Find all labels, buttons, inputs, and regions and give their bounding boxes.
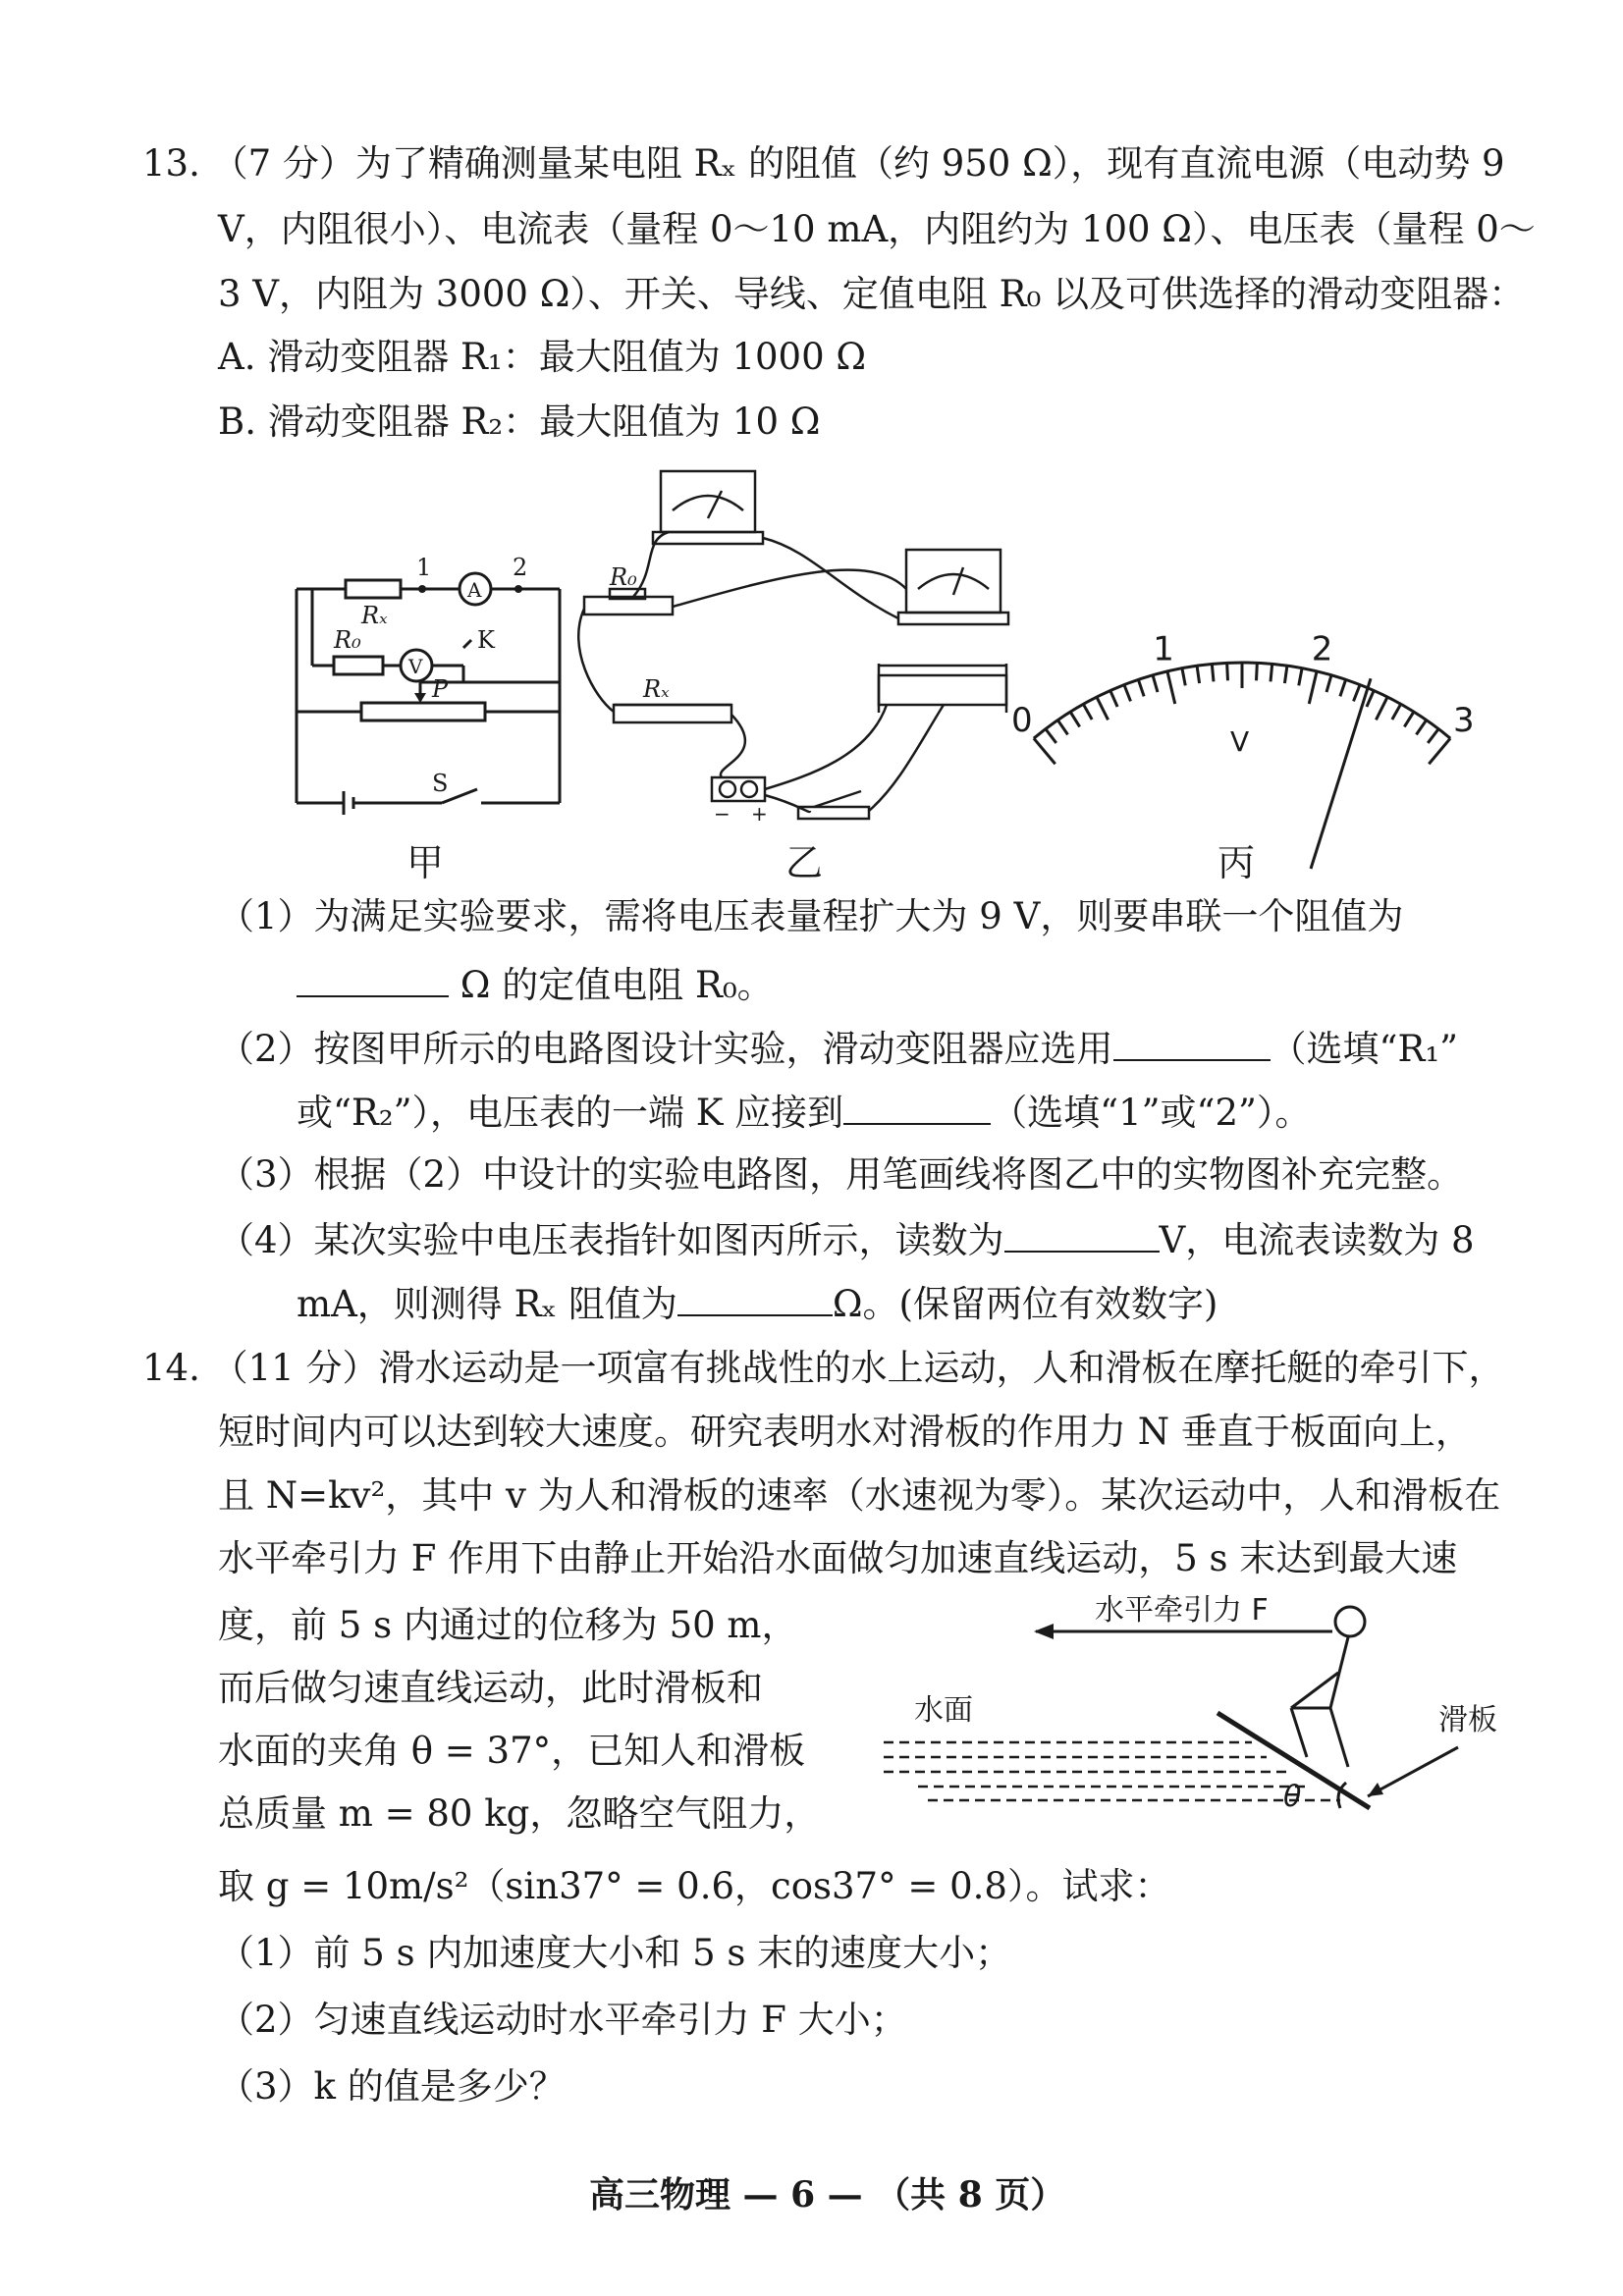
meter-tick-mark bbox=[1257, 663, 1258, 680]
meter-tick-mark bbox=[1110, 691, 1117, 707]
q13-sub3: （3）根据（2）中设计的实验电路图，用笔画线将图乙中的实物图补充完整。 bbox=[218, 1153, 1464, 1196]
water-ski-figure bbox=[879, 1593, 1507, 1826]
meter-tick-mark bbox=[1392, 704, 1401, 720]
answer-blank-voltage[interactable] bbox=[1004, 1217, 1160, 1253]
meter-tick-mark bbox=[1376, 697, 1387, 720]
page-footer: 高三物理 — 6 — （共 8 页） bbox=[589, 2174, 1066, 2216]
meter-tick-mark bbox=[1124, 685, 1131, 702]
q13-sub4-line2: mA，则测得 Rₓ 阻值为 Ω。(保留两位有效数字) bbox=[297, 1283, 1218, 1325]
meter-tick-mark bbox=[1083, 704, 1092, 720]
rx-label: Rₓ bbox=[361, 602, 388, 629]
rheostat-device bbox=[879, 675, 1006, 705]
fig-label-jia: 甲 bbox=[406, 841, 445, 884]
skier-head bbox=[1335, 1607, 1365, 1636]
meter-tick-1: 1 bbox=[1153, 629, 1174, 669]
q14-line5: 度，前 5 s 内通过的位移为 50 m， bbox=[218, 1604, 798, 1646]
meter-tick-mark bbox=[1138, 679, 1144, 696]
meter-tick-mark bbox=[1428, 729, 1438, 743]
q14-line2: 短时间内可以达到较大速度。研究表明水对滑板的作用力 N 垂直于板面向上， bbox=[218, 1411, 1472, 1453]
node-2-label: 2 bbox=[513, 554, 528, 581]
q13-stem-line1: 13. （7 分）为了精确测量某电阻 Rₓ 的阻值（约 950 Ω），现有直流电源（电动势 9 bbox=[142, 142, 1505, 185]
q14-line6: 而后做匀速直线运动，此时滑板和 bbox=[218, 1667, 763, 1709]
apparatus-diagram-yi bbox=[574, 461, 1026, 825]
q14-line9: 取 g = 10m/s²（sin37° = 0.6，cos37° = 0.8）。试求： bbox=[218, 1865, 1171, 1907]
board-label: 滑板 bbox=[1438, 1703, 1497, 1737]
meter-tick-mark bbox=[1070, 712, 1080, 726]
voltmeter-device bbox=[906, 550, 1001, 613]
meter-tick-mark bbox=[1046, 729, 1056, 743]
fig-label-bing: 丙 bbox=[1217, 841, 1256, 884]
meter-tick-mark bbox=[1153, 675, 1158, 692]
theta-label: θ bbox=[1283, 1780, 1302, 1814]
q13-sub1-line1: （1）为满足实验要求，需将电压表量程扩大为 9 V，则要串联一个阻值为 bbox=[218, 895, 1404, 937]
meter-tick-3: 3 bbox=[1452, 700, 1475, 740]
q13-sub2-line2: 或“R₂”），电压表的一端 K 应接到 （选填“1”或“2”）。 bbox=[297, 1092, 1312, 1134]
p-label: P bbox=[432, 675, 449, 703]
q14-line1: 14. （11 分）滑水运动是一项富有挑战性的水上运动，人和滑板在摩托艇的牵引下， bbox=[142, 1347, 1505, 1389]
meter-needle bbox=[1311, 678, 1371, 869]
voltmeter-label: V bbox=[408, 655, 423, 678]
answer-blank-k[interactable] bbox=[843, 1090, 991, 1125]
circuit-diagram-jia bbox=[285, 550, 579, 815]
meter-tick-mark bbox=[1197, 666, 1200, 683]
meter-tick-mark bbox=[1182, 668, 1185, 686]
meter-tick-mark bbox=[1227, 663, 1228, 680]
ammeter-label: A bbox=[467, 578, 482, 602]
s-label: S bbox=[432, 770, 449, 797]
answer-blank-rx[interactable] bbox=[677, 1281, 833, 1316]
rheostat bbox=[361, 703, 485, 721]
q13-sub4-line1: （4）某次实验中电压表指针如图丙所示，读数为 V，电流表读数为 8 bbox=[218, 1219, 1475, 1261]
r0-resistor bbox=[334, 657, 383, 674]
q13-option-b: B. 滑动变阻器 R₂：最大阻值为 10 Ω bbox=[218, 400, 821, 443]
r0-label: R₀ bbox=[334, 626, 361, 654]
q14-q2: （2）匀速直线运动时水平牵引力 F 大小； bbox=[218, 1999, 907, 2041]
rx-device-label: Rₓ bbox=[643, 675, 670, 703]
meter-tick-mark bbox=[1429, 738, 1450, 764]
meter-tick-mark bbox=[1034, 738, 1055, 764]
meter-tick-mark bbox=[1416, 721, 1426, 735]
meter-tick-mark bbox=[1340, 679, 1346, 696]
r0-device-label: R₀ bbox=[610, 563, 637, 591]
ammeter-device bbox=[661, 471, 755, 532]
q14-line4: 水平牵引力 F 作用下由静止开始沿水面做匀加速直线运动，5 s 末达到最大速 bbox=[218, 1537, 1458, 1579]
meter-tick-0: 0 bbox=[1011, 700, 1033, 740]
meter-tick-mark bbox=[1404, 712, 1414, 726]
meter-tick-mark bbox=[1271, 664, 1272, 681]
q13-stem-line2: V，内阻很小）、电流表（量程 0～10 mA，内阻约为 100 Ω）、电压表（量程 0～ bbox=[218, 208, 1536, 250]
meter-tick-mark bbox=[1354, 685, 1361, 702]
q14-line8: 总质量 m = 80 kg，忽略空气阻力， bbox=[218, 1792, 821, 1835]
meter-tick-2: 2 bbox=[1311, 629, 1333, 669]
node-1-label: 1 bbox=[416, 554, 432, 581]
meter-tick-mark bbox=[1299, 668, 1302, 686]
answer-blank-rheostat[interactable] bbox=[1113, 1026, 1271, 1061]
q14-q3: （3）k 的值是多少？ bbox=[218, 2065, 566, 2108]
rx-board bbox=[614, 705, 731, 722]
meter-tick-mark bbox=[1167, 671, 1175, 704]
rx-resistor bbox=[346, 580, 401, 598]
q14-q1: （1）前 5 s 内加速度大小和 5 s 末的速度大小； bbox=[218, 1932, 1012, 1974]
meter-tick-mark bbox=[1212, 664, 1214, 681]
force-label: 水平牵引力 F bbox=[1095, 1593, 1269, 1628]
meter-tick-mark bbox=[1367, 691, 1374, 707]
meter-tick-mark bbox=[1309, 671, 1317, 704]
q13-sub1-line2: Ω 的定值电阻 R₀。 bbox=[297, 962, 774, 1007]
meter-tick-mark bbox=[1057, 721, 1067, 735]
q13-stem-line3: 3 V，内阻为 3000 Ω）、开关、导线、定值电阻 R₀ 以及可供选择的滑动变阻器： bbox=[218, 273, 1526, 315]
q13-sub2-line1: （2）按图甲所示的电路图设计实验，滑动变阻器应选用 （选填“R₁” bbox=[218, 1028, 1459, 1070]
board-pointer bbox=[1368, 1747, 1458, 1796]
water-label: 水面 bbox=[914, 1693, 973, 1728]
answer-blank-r0[interactable] bbox=[297, 962, 449, 997]
meter-unit: V bbox=[1230, 725, 1250, 758]
q14-line7: 水面的夹角 θ = 37°，已知人和滑板 bbox=[218, 1730, 806, 1772]
meter-tick-mark bbox=[1284, 666, 1287, 683]
meter-tick-mark bbox=[1326, 675, 1331, 692]
q13-option-a: A. 滑动变阻器 R₁：最大阻值为 1000 Ω bbox=[218, 336, 867, 378]
meter-tick-mark bbox=[1097, 697, 1109, 720]
k-label: K bbox=[477, 626, 495, 654]
fig-label-yi: 乙 bbox=[785, 841, 824, 884]
battery-plus-label: + bbox=[751, 802, 768, 826]
battery-minus-label: − bbox=[714, 802, 730, 826]
q14-line3: 且 N=kv²，其中 v 为人和滑板的速率（水速视为零）。某次运动中，人和滑板在 bbox=[218, 1474, 1501, 1517]
